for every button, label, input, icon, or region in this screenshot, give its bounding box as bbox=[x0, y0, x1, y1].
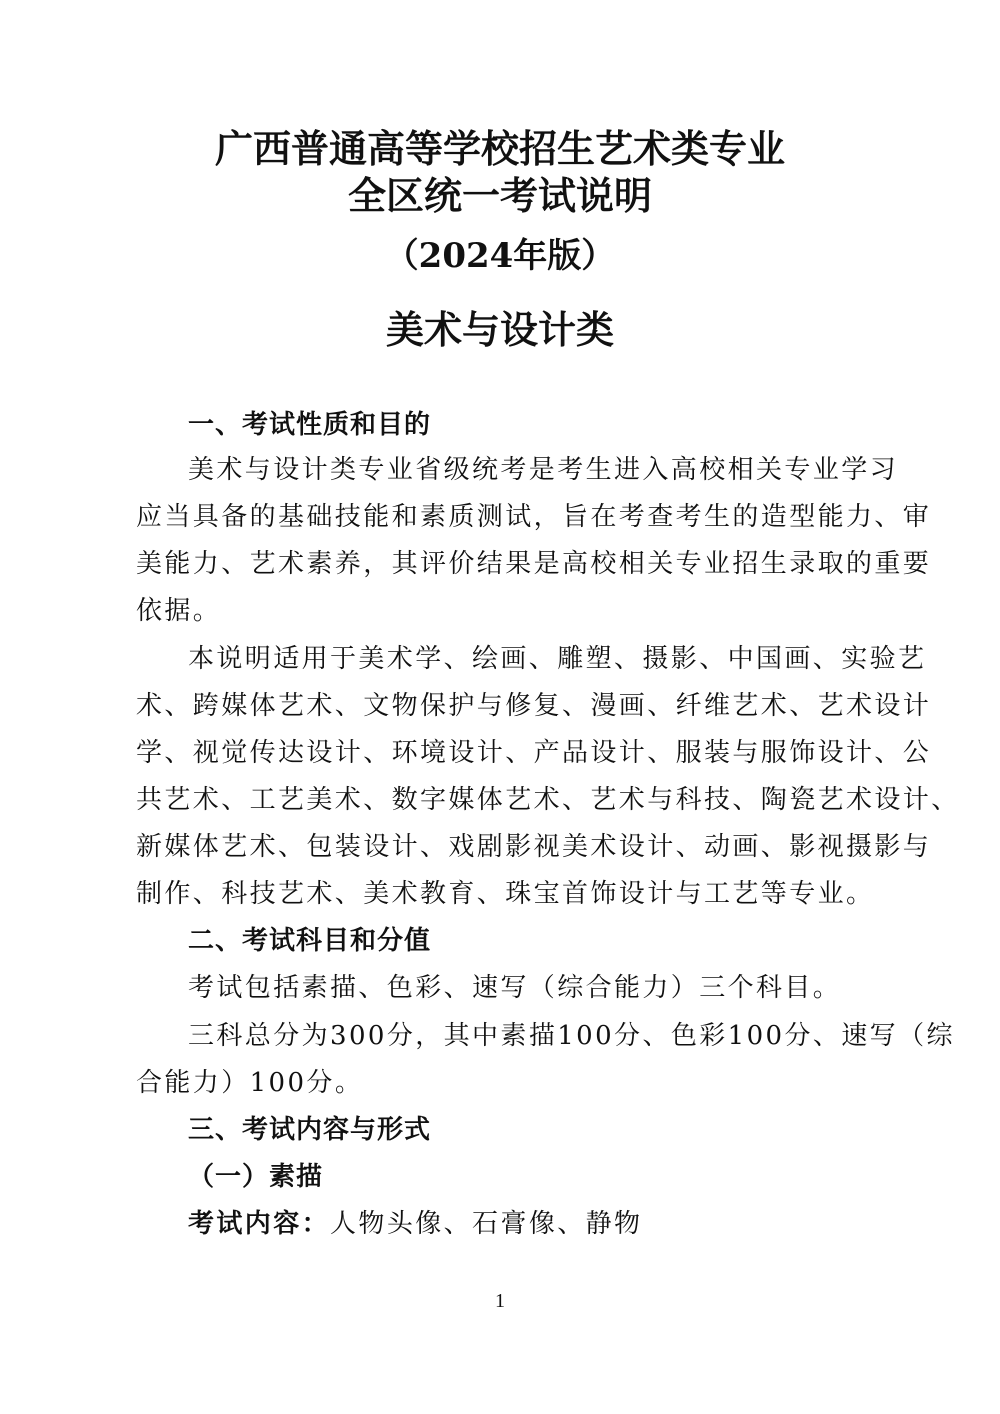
page-number: 1 bbox=[495, 1290, 505, 1312]
s1-p2-line: 新媒体艺术、包装设计、戏剧影视美术设计、动画、影视摄影与 bbox=[136, 832, 932, 862]
s1-p2-line: 共艺术、工艺美术、数字媒体艺术、艺术与科技、陶瓷艺术设计、 bbox=[136, 785, 960, 815]
section-3-heading: 三、考试内容与形式 bbox=[188, 1115, 432, 1145]
s2-p1: 考试包括素描、色彩、速写（综合能力）三个科目。 bbox=[188, 973, 842, 1003]
doc-category: 美术与设计类 bbox=[385, 307, 614, 352]
s2-p2-line: 合能力）100分。 bbox=[136, 1068, 364, 1098]
s1-p1-line: 依据。 bbox=[136, 596, 222, 626]
section-2-heading: 二、考试科目和分值 bbox=[188, 926, 432, 956]
s3-content-label: 考试内容： bbox=[188, 1209, 331, 1239]
s1-p2-line: 学、视觉传达设计、环境设计、产品设计、服装与服饰设计、公 bbox=[136, 738, 932, 768]
doc-title-line1: 广西普通高等学校招生艺术类专业 bbox=[214, 126, 785, 171]
doc-edition: （2024年版） bbox=[384, 236, 616, 276]
s3-content-value: 人物头像、石膏像、静物 bbox=[330, 1209, 643, 1239]
s1-p2-line: 术、跨媒体艺术、文物保护与修复、漫画、纤维艺术、艺术设计 bbox=[136, 691, 932, 721]
s3-content bbox=[188, 1207, 642, 1241]
doc-title-line2: 全区统一考试说明 bbox=[347, 173, 652, 218]
s1-p2-line: 制作、科技艺术、美术教育、珠宝首饰设计与工艺等专业。 bbox=[136, 879, 875, 909]
s1-p1-line: 美能力、艺术素养，其评价结果是高校相关专业招生录取的重要 bbox=[136, 549, 932, 579]
section-3-sub1: （一）素描 bbox=[188, 1162, 324, 1192]
s1-p1-line: 美术与设计类专业省级统考是考生进入高校相关专业学习 bbox=[188, 455, 899, 485]
s2-p2-line: 三科总分为300分，其中素描100分、色彩100分、速写（综 bbox=[188, 1021, 955, 1051]
section-1-heading: 一、考试性质和目的 bbox=[188, 410, 432, 440]
s1-p1-line: 应当具备的基础技能和素质测试，旨在考查考生的造型能力、审 bbox=[136, 502, 932, 532]
s1-p2-line: 本说明适用于美术学、绘画、雕塑、摄影、中国画、实验艺 bbox=[188, 644, 927, 674]
